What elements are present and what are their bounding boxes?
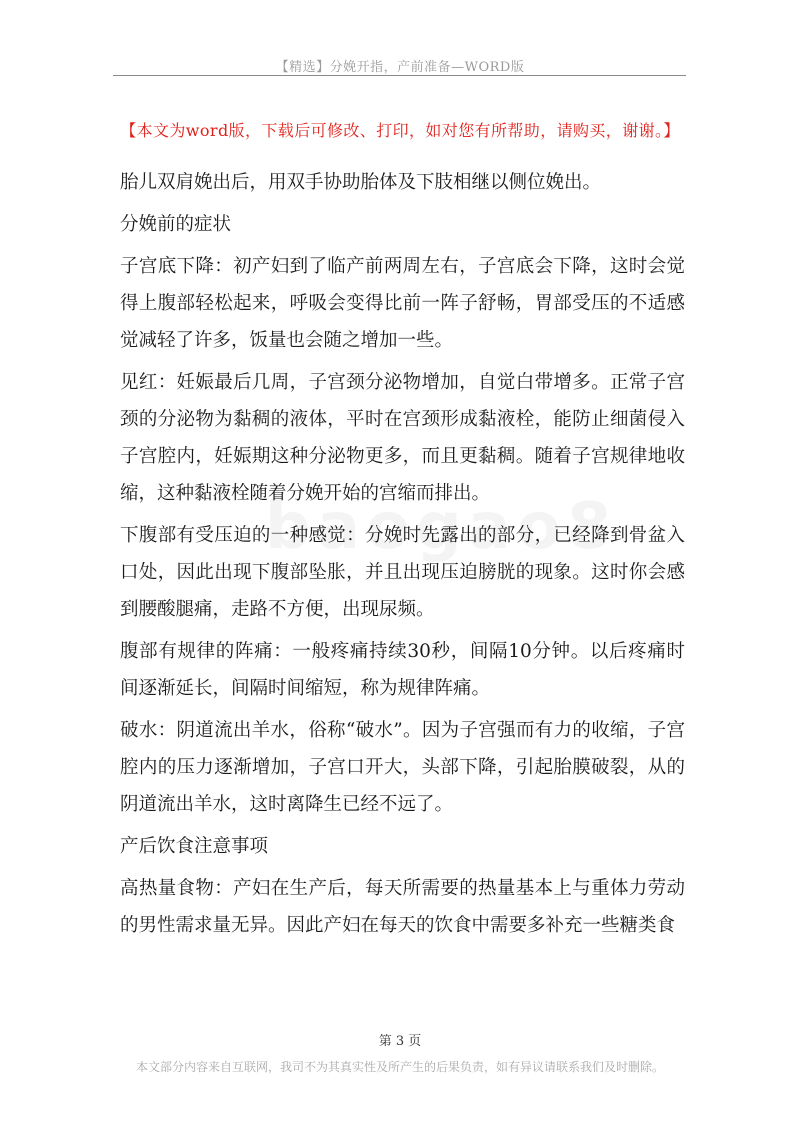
section-heading: 产后饮食注意事项 bbox=[120, 836, 269, 857]
document-body bbox=[120, 164, 685, 949]
body-paragraph: 破水：阴道流出羊水，俗称“破水”。因为子宫强而有力的收缩，子宫腔内的压力逐渐增加，子宫口开大，头部下降，引起胎膜破裂，从的阴道流出羊水，这时离降生已经不远了。 bbox=[120, 720, 685, 815]
body-paragraph: 腹部有规律的阵痛：一般疼痛持续30秒，间隔10分钟。以后疼痛时间逐渐延长，间隔时间缩短，称为规律阵痛。 bbox=[120, 641, 685, 699]
body-paragraph: 见红：妊娠最后几周，子宫颈分泌物增加，自觉白带增多。正常子宫颈的分泌物为黏稠的液体，平时在宫颈形成黏液栓，能防止细菌侵入子宫腔内，妊娠期这种分泌物更多，而且更黏稠。随着子宫规律地收缩，这种黏液栓随着分娩开始的宫缩而排出。 bbox=[120, 372, 685, 504]
body-paragraph: 胎儿双肩娩出后，用双手协助胎体及下肢相继以侧位娩出。 bbox=[120, 172, 602, 193]
document-notice: 【本文为word版，下载后可修改、打印，如对您有所帮助，请购买，谢谢。】 bbox=[120, 121, 680, 140]
body-paragraph: 子宫底下降：初产妇到了临产前两周左右，子宫底会下降，这时会觉得上腹部轻松起来，呼吸会变得比前一阵子舒畅，胃部受压的不适感觉减轻了许多，饭量也会随之增加一些。 bbox=[120, 256, 685, 351]
body-paragraph: 下腹部有受压迫的一种感觉：分娩时先露出的部分，已经降到骨盆入口处，因此出现下腹部坠胀，并且出现压迫膀胱的现象。这时你会感到腰酸腿痛，走路不方便，出现尿频。 bbox=[120, 525, 685, 620]
page-header-title: 【精选】分娩开指，产前准备—WORD版 bbox=[275, 60, 525, 75]
page-number: 第 3 页 bbox=[378, 1034, 422, 1049]
header-divider bbox=[113, 75, 686, 76]
section-heading: 分娩前的症状 bbox=[120, 214, 232, 235]
body-paragraph: 高热量食物：产妇在生产后，每天所需要的热量基本上与重体力劳动的男性需求量无异。因此产妇在每天的饮食中需要多补充一些糖类食 bbox=[120, 878, 685, 936]
footer-disclaimer: 本文部分内容来自互联网，我司不为其真实性及所产生的后果负责，如有异议请联系我们及时删除。 bbox=[135, 1060, 664, 1074]
